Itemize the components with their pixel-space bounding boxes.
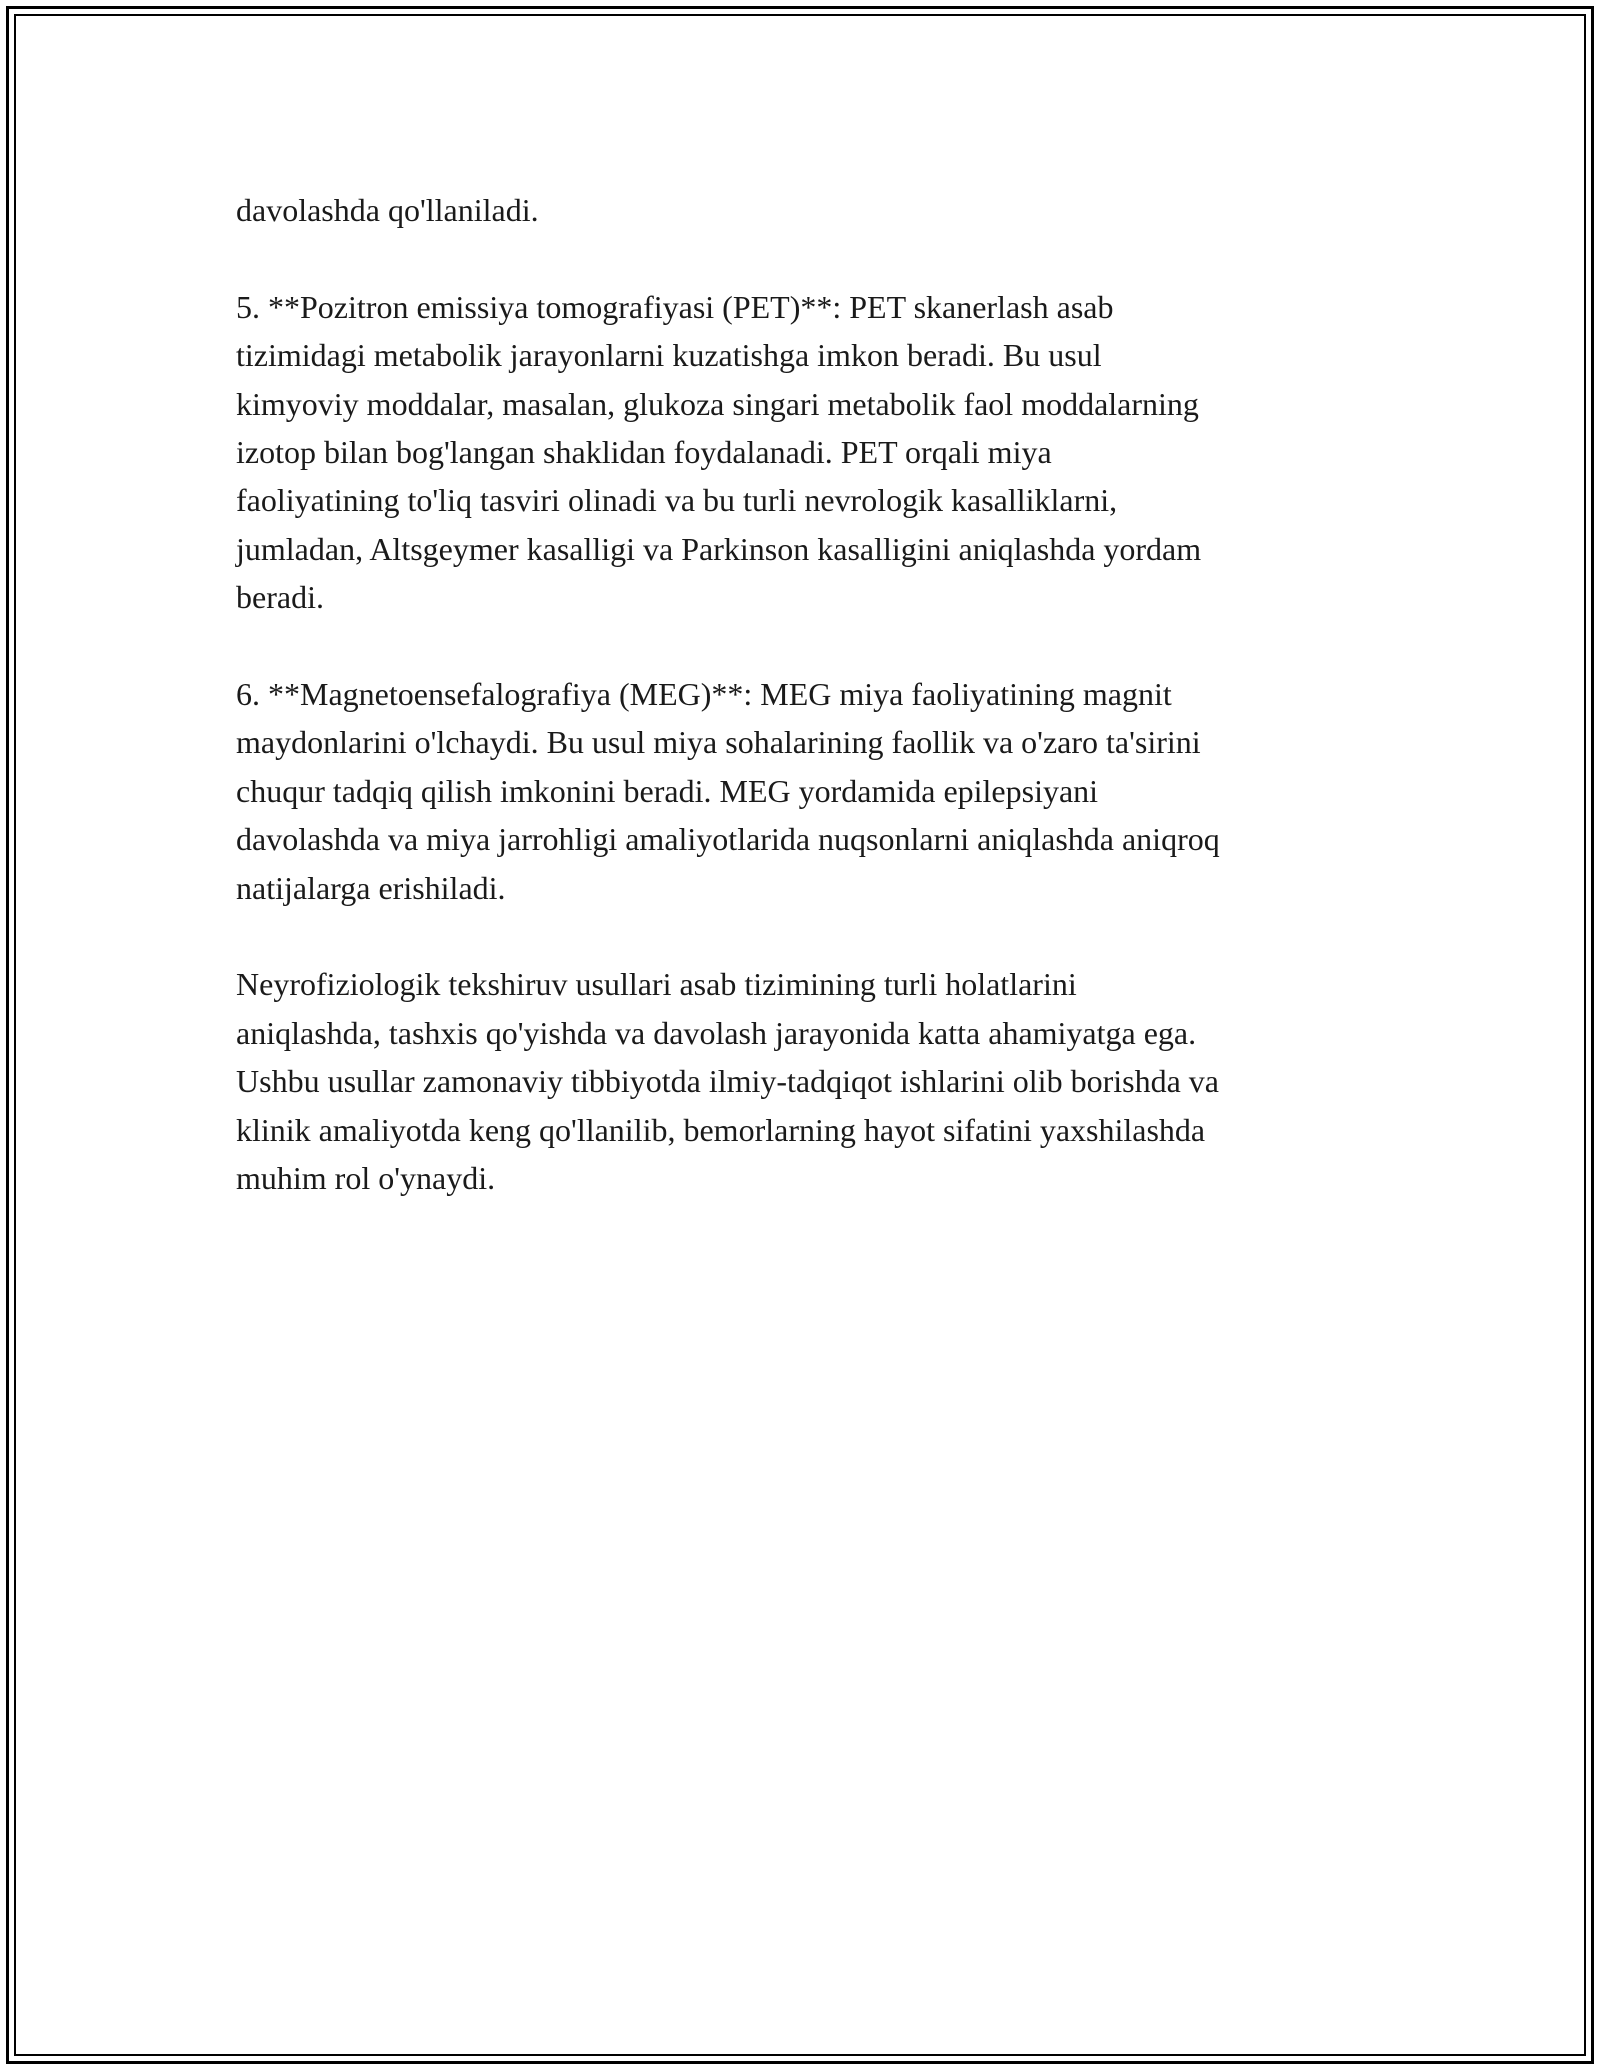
paragraph-meg: 6. **Magnetoensefalografiya (MEG)**: MEG miya faoliyatining magnit maydonlarini o'lchaydi. Bu usul miya sohalarining faollik va o'zaro ta'sirini chuqur tadqiq qilish imkonini beradi. MEG yordamida epilepsiyani davolashda va miya jarrohligi amaliyotlarida nuqsonlarni aniqlashda aniqroq natijalarga erishiladi. xyxy=(236,676,1220,906)
paragraph-pet: 5. **Pozitron emissiya tomografiyasi (PET)**: PET skanerlash asab tizimidagi metabolik jarayonlarni kuzatishga imkon beradi. Bu usul kimyoviy moddalar, masalan, glukoza singari metabolik faol moddalarning izotop bilan bog'langan shaklidan foydalanadi. PET orqali miya faoliyatining to'liq tasviri olinadi va bu turli nevrologik kasalliklarni, jumladan, Altsgeymer kasalligi va Parkinson kasalligini aniqlashda yordam beradi. xyxy=(236,288,1202,616)
page-body xyxy=(236,186,1376,1202)
paragraph-continuation: davolashda qo'llaniladi. xyxy=(236,192,539,228)
paragraph-conclusion: Neyrofiziologik tekshiruv usullari asab tizimining turli holatlarini aniqlashda, tashxis qo'yishda va davolash jarayonida katta ahamiyatga ega. Ushbu usullar zamonaviy tibbiyotda ilmiy-tadqiqot ishlarini olib borishda va klinik amaliyotda keng qo'llanilib, bemorlarning hayot sifatini yaxshilashda muhim rol o'ynaydi. xyxy=(236,966,1219,1197)
